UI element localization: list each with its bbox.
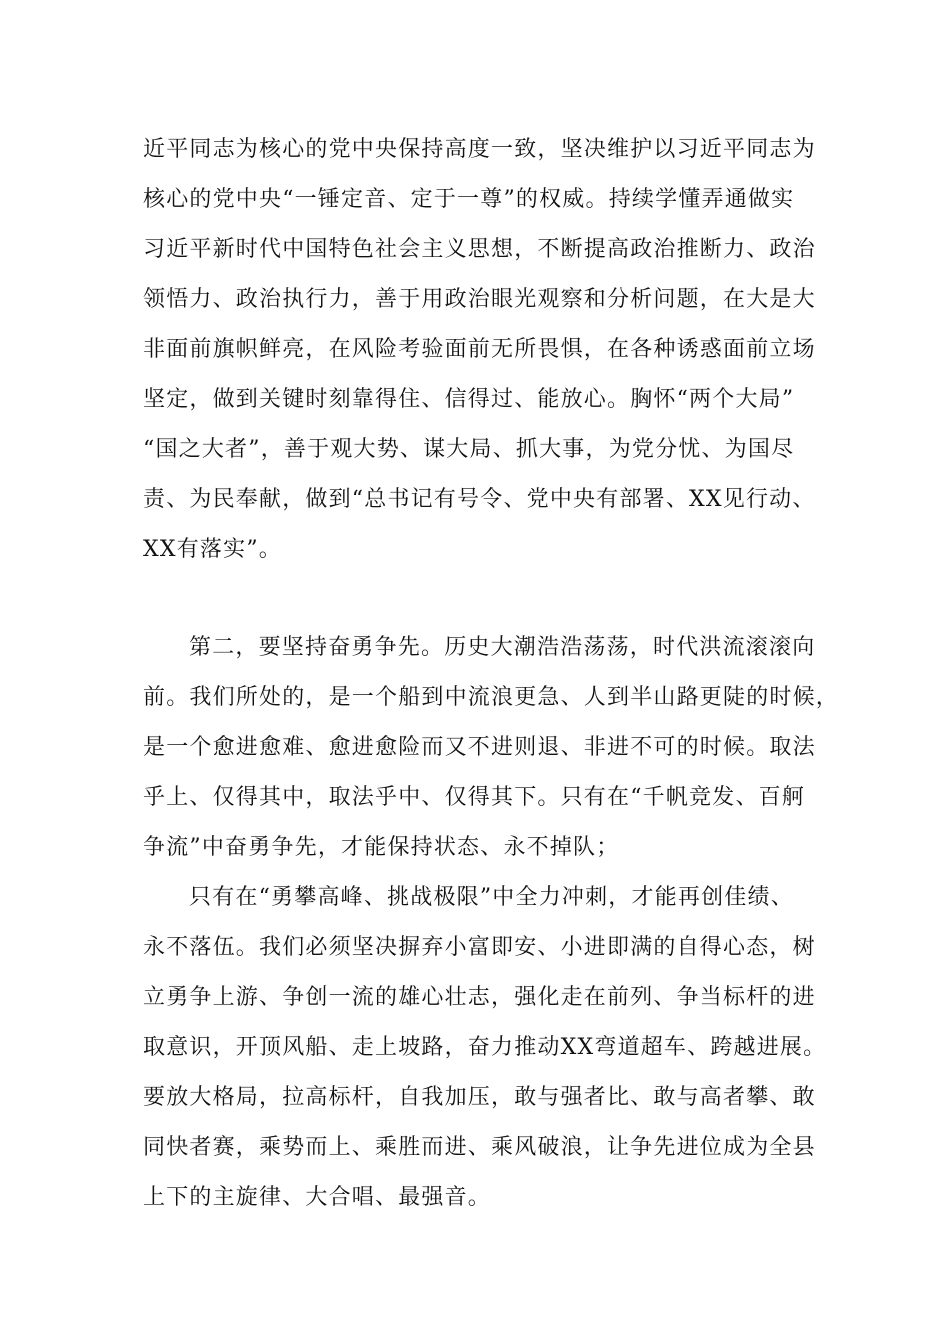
- paragraph-line: 取意识，开顶风船、走上坡路，奋力推动XX弯道超车、跨越进展。: [143, 1035, 827, 1060]
- paragraph-line: 争流”中奋勇争先，才能保持状态、永不掉队；: [143, 835, 620, 860]
- paragraph-line: “国之大者”，善于观大势、谋大局、抓大事，为党分忧、为国尽: [143, 437, 795, 462]
- paragraph-line: 乎上、仅得其中，取法乎中、仅得其下。只有在“千帆竞发、百舸: [143, 785, 806, 810]
- paragraph-line: 非面前旗帜鲜亮，在风险考验面前无所畏惧，在各种诱惑面前立场: [143, 337, 816, 362]
- paragraph-line: 第二，要坚持奋勇争先。历史大潮浩浩荡荡，时代洪流滚滚向: [189, 635, 816, 660]
- paragraph-line: 同快者赛，乘势而上、乘胜而进、乘风破浪，让争先进位成为全县: [143, 1135, 816, 1160]
- paragraph-line: 要放大格局，拉高标杆，自我加压，敢与强者比、敢与高者攀、敢: [143, 1085, 816, 1110]
- paragraph-line: 责、为民奉献，做到“总书记有号令、党中央有部署、XX见行动、: [143, 487, 816, 512]
- paragraph-line: 习近平新时代中国特色社会主义思想，不断提高政治推断力、政治: [143, 237, 816, 262]
- paragraph-line: 领悟力、政治执行力，善于用政治眼光观察和分析问题，在大是大: [143, 287, 816, 312]
- paragraph-line: 永不落伍。我们必须坚决摒弃小富即安、小进即满的自得心态，树: [143, 935, 816, 960]
- paragraph-line: 上下的主旋律、大合唱、最强音。: [143, 1185, 492, 1210]
- paragraph-line: 立勇争上游、争创一流的雄心壮志，强化走在前列、争当标杆的进: [143, 985, 816, 1010]
- paragraph-line: 坚定，做到关键时刻靠得住、信得过、能放心。胸怀“两个大局”: [143, 387, 795, 412]
- paragraph-line: 近平同志为核心的党中央保持高度一致，坚决维护以习近平同志为: [143, 137, 816, 162]
- paragraph-line: 前。我们所处的，是一个船到中流浪更急、人到半山路更陡的时候，: [143, 685, 840, 710]
- paragraph-line: 只有在“勇攀高峰、挑战极限”中全力冲刺，才能再创佳绩、: [189, 885, 794, 910]
- paragraph-line: 是一个愈进愈难、愈进愈险而又不进则退、非进不可的时候。取法: [143, 735, 816, 760]
- paragraph-line: 核心的党中央“一锤定音、定于一尊”的权威。持续学懂弄通做实: [143, 187, 795, 212]
- paragraph-line: XX有落实”。: [143, 537, 282, 562]
